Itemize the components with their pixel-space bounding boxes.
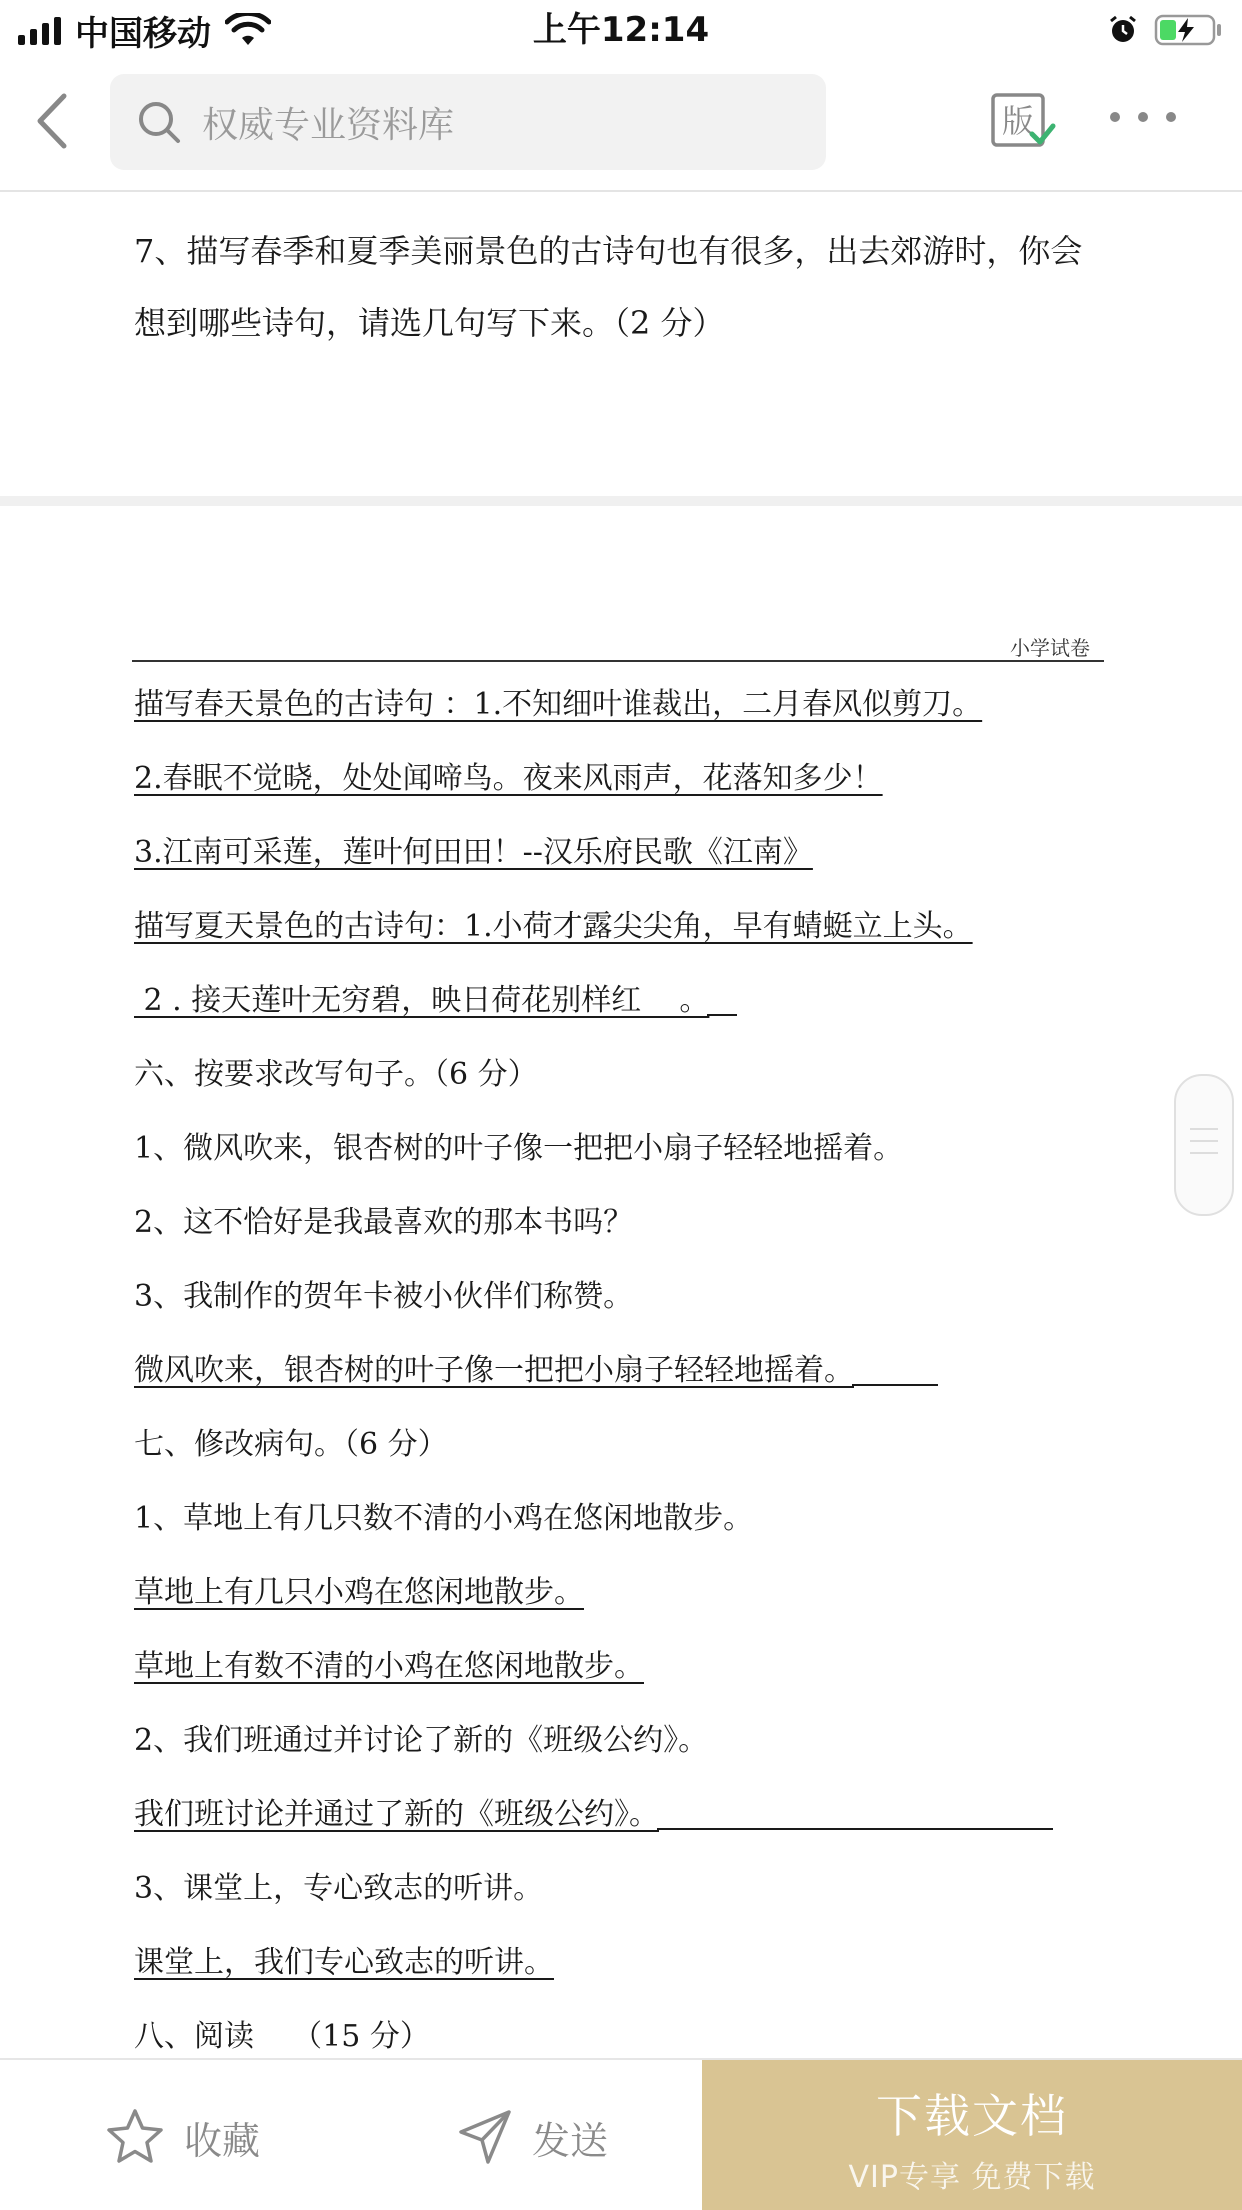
- answer-line: 微风吹来，银杏树的叶子像一把把小扇子轻轻地摇着。: [134, 1346, 1114, 1420]
- q7-line-2: 想到哪些诗句，请选几句写下来。（2 分）: [134, 304, 725, 342]
- section-heading: 七、修改病句。（6 分）: [134, 1427, 448, 1462]
- send-button[interactable]: [456, 2106, 608, 2168]
- question-line: 3、课堂上，专心致志的听讲。: [134, 1871, 544, 1906]
- scroll-handle[interactable]: [1174, 1074, 1234, 1216]
- section-heading: 八、阅读 （15 分）: [134, 2019, 430, 2054]
- answer-line: 我们班讨论并通过了新的《班级公约》。: [134, 1790, 1114, 1864]
- question-line: 1、微风吹来，银杏树的叶子像一把把小扇子轻轻地摇着。: [134, 1131, 904, 1166]
- search-placeholder: 权威专业资料库: [202, 104, 455, 146]
- battery-charging-icon: [1154, 13, 1224, 47]
- question-line: 2、这不恰好是我最喜欢的那本书吗？: [134, 1205, 634, 1240]
- favorite-label: 收藏: [184, 2118, 261, 2163]
- nav-bar: [0, 60, 1242, 192]
- send-arrow-icon: [456, 2106, 514, 2168]
- copyright-verified-icon[interactable]: [990, 90, 1056, 152]
- section-heading: 六、按要求改写句子。（6 分）: [134, 1057, 538, 1092]
- answer-line: 描写春天景色的古诗句 ：1.不知细叶谁裁出，二月春风似剪刀。: [134, 687, 983, 722]
- alarm-icon: [1108, 15, 1138, 45]
- download-sublabel: VIP专享 免费下载: [848, 2160, 1096, 2195]
- page-header-rule: [132, 660, 1104, 662]
- answer-line: 草地上有几只小鸡在悠闲地散步。: [134, 1575, 584, 1610]
- answer-line: 描写夏天景色的古诗句：1.小荷才露尖尖角，早有蜻蜓立上头。: [134, 909, 973, 944]
- back-arrow-icon[interactable]: [30, 90, 74, 152]
- carrier-name: 中国移动: [75, 13, 211, 54]
- send-label: 发送: [532, 2118, 609, 2163]
- page-divider: [0, 496, 1242, 506]
- status-bar: [0, 0, 1242, 60]
- answer-line: 3.江南可采莲，莲叶何田田！--汉乐府民歌《江南》: [134, 835, 813, 870]
- page-header-label: 小学试卷: [1010, 636, 1090, 660]
- answer-line: 课堂上，我们专心致志的听讲。: [134, 1945, 554, 1980]
- search-input[interactable]: [110, 74, 826, 170]
- more-options-icon[interactable]: [1110, 112, 1176, 122]
- search-icon: [136, 99, 182, 145]
- status-right: [1108, 10, 1224, 50]
- status-time: 上午12:14: [532, 10, 710, 50]
- star-icon: [104, 2106, 166, 2168]
- answer-line: 草地上有数不清的小鸡在悠闲地散步。: [134, 1649, 644, 1684]
- q7-line-1: 7、描写春季和夏季美丽景色的古诗句也有很多，出去郊游时，你会: [134, 232, 1083, 270]
- answer-line: 2 . 接天莲叶无穷碧，映日荷花别样红 。: [134, 976, 1114, 1050]
- svg-text:版: 版: [1001, 102, 1035, 140]
- download-document-button[interactable]: [702, 2060, 1242, 2210]
- question-line: 2、我们班通过并讨论了新的《班级公约》。: [134, 1723, 709, 1758]
- answer-line: 2.春眠不觉晓，处处闻啼鸟。夜来风雨声，花落知多少！: [134, 761, 883, 796]
- document-body: [134, 680, 1114, 2086]
- question-line: 1、草地上有几只数不清的小鸡在悠闲地散步。: [134, 1501, 754, 1536]
- question-line: 3、我制作的贺年卡被小伙伴们称赞。: [134, 1279, 634, 1314]
- question-7: [134, 215, 1114, 359]
- favorite-button[interactable]: [104, 2106, 260, 2168]
- bottom-action-bar: [0, 2058, 1242, 2210]
- download-label: 下载文档: [876, 2089, 1068, 2143]
